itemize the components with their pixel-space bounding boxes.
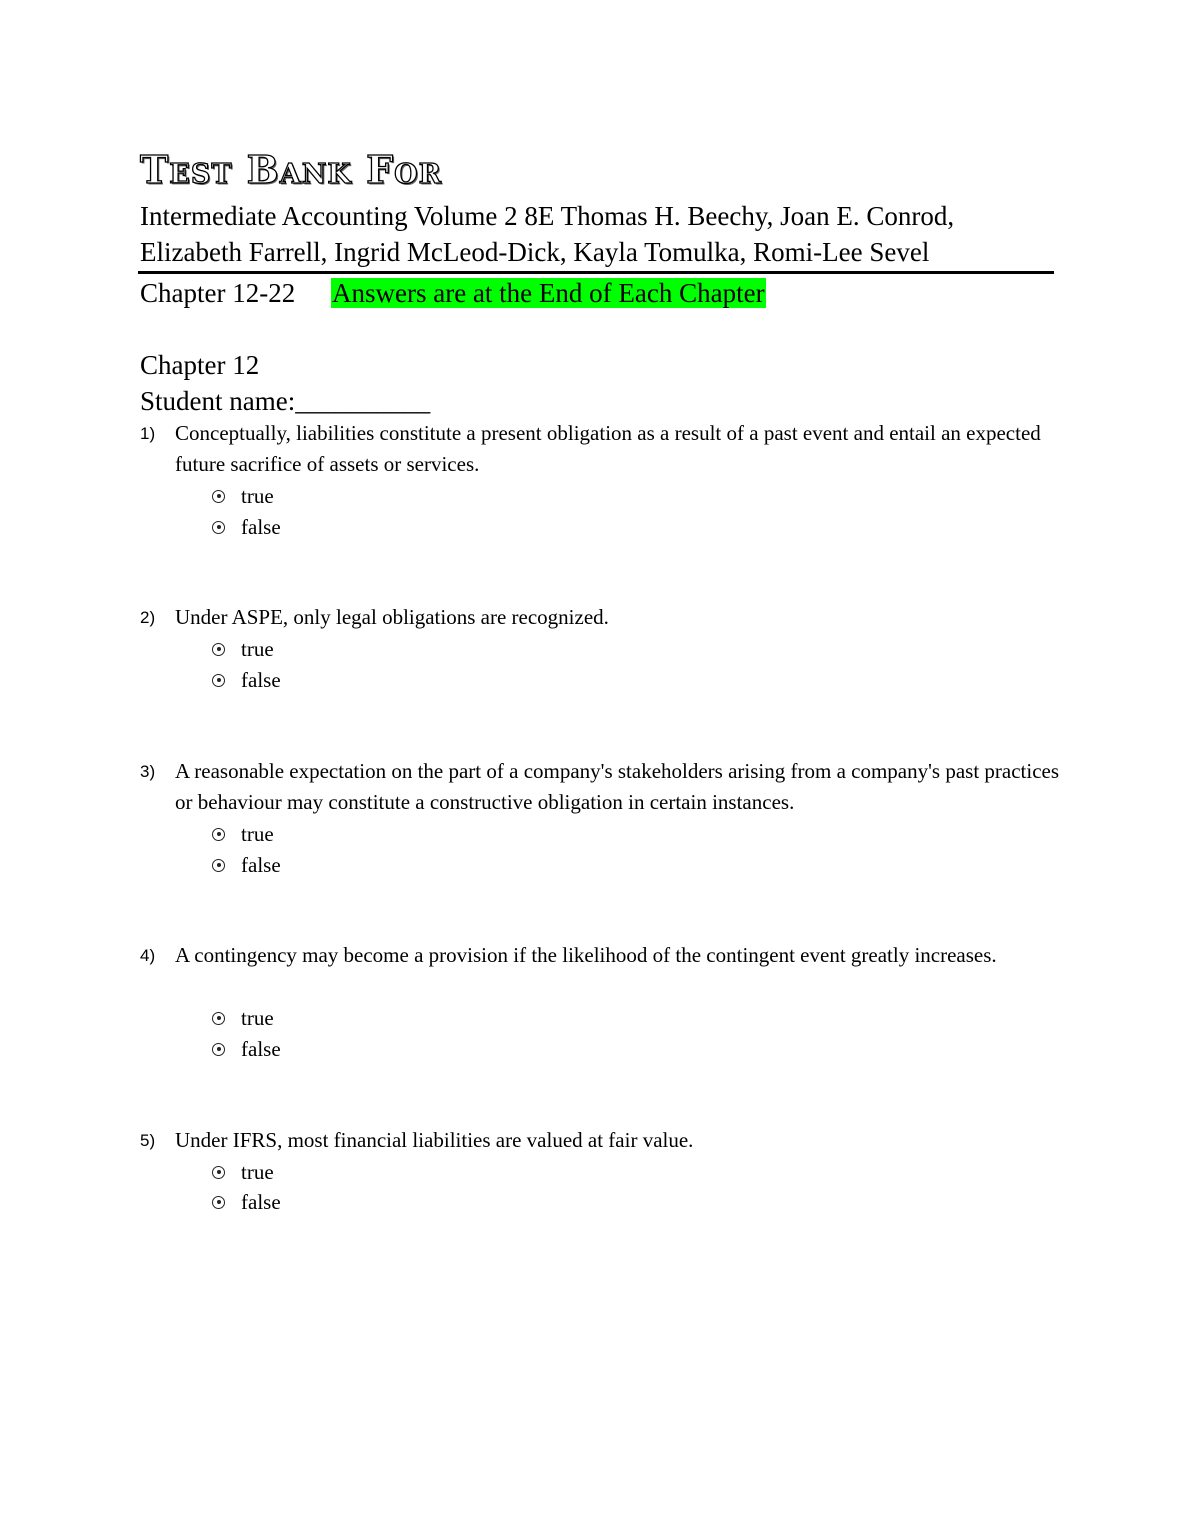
option-label: false xyxy=(241,1037,281,1061)
option-label: true xyxy=(241,1006,274,1030)
question-text: A reasonable expectation on the part of a company's stakeholders arising from a company's past practices or behaviour may constitute a constructive obligation in certain instances. xyxy=(175,759,1060,814)
option-label: true xyxy=(241,637,274,661)
question-number: 1) xyxy=(140,424,156,443)
option-label: false xyxy=(241,515,281,539)
subtitle-line-1: Intermediate Accounting Volume 2 8E Thomas H. Beechy, Joan E. Conrod, xyxy=(140,201,955,231)
question-2 xyxy=(140,602,1060,702)
option-label: true xyxy=(241,822,274,846)
radio-button-icon[interactable] xyxy=(212,521,225,534)
option-label: true xyxy=(241,484,274,508)
question-text: Under IFRS, most financial liabilities are valued at fair value. xyxy=(175,1128,694,1152)
subtitle-line-2: Elizabeth Farrell, Ingrid McLeod-Dick, Kayla Tomulka, Romi-Lee Sevel xyxy=(140,237,930,267)
student-name-field: Student name:__________ xyxy=(140,386,431,416)
question-5 xyxy=(140,1125,1060,1225)
chapter-range: Chapter 12-22 xyxy=(140,278,296,308)
document-title: Test Bank For xyxy=(140,147,443,192)
option-false[interactable] xyxy=(212,850,281,880)
option-label: false xyxy=(241,668,281,692)
option-false[interactable] xyxy=(212,1034,281,1064)
option-label: true xyxy=(241,1160,274,1184)
answers-note-highlight: Answers are at the End of Each Chapter xyxy=(332,278,765,308)
option-true[interactable] xyxy=(212,1003,274,1033)
answers-note xyxy=(331,277,766,309)
radio-button-icon[interactable] xyxy=(212,674,225,687)
question-1 xyxy=(140,418,1060,548)
radio-button-icon[interactable] xyxy=(212,859,225,872)
question-number: 2) xyxy=(140,608,156,627)
header-divider xyxy=(138,271,1054,274)
option-true[interactable] xyxy=(212,819,274,849)
radio-button-icon[interactable] xyxy=(212,643,225,656)
option-label: false xyxy=(241,853,281,877)
option-true[interactable] xyxy=(212,634,274,664)
book-subtitle xyxy=(140,198,1020,270)
question-4 xyxy=(140,940,1060,1070)
radio-button-icon[interactable] xyxy=(212,490,225,503)
option-false[interactable] xyxy=(212,1187,281,1217)
option-true[interactable] xyxy=(212,481,274,511)
chapter-heading: Chapter 12 xyxy=(140,350,260,380)
radio-button-icon[interactable] xyxy=(212,1166,225,1179)
radio-button-icon[interactable] xyxy=(212,1196,225,1209)
option-true[interactable] xyxy=(212,1157,274,1187)
radio-button-icon[interactable] xyxy=(212,828,225,841)
question-number: 4) xyxy=(140,946,156,965)
option-label: false xyxy=(241,1190,281,1214)
question-number: 3) xyxy=(140,762,156,781)
question-3 xyxy=(140,756,1060,886)
question-number: 5) xyxy=(140,1131,156,1150)
radio-button-icon[interactable] xyxy=(212,1043,225,1056)
question-text: A contingency may become a provision if the likelihood of the contingent event greatly increases. xyxy=(175,943,997,967)
radio-button-icon[interactable] xyxy=(212,1012,225,1025)
question-text: Conceptually, liabilities constitute a present obligation as a result of a past event and entail an expected future sacrifice of assets or services. xyxy=(175,421,1041,476)
option-false[interactable] xyxy=(212,665,281,695)
question-text: Under ASPE, only legal obligations are recognized. xyxy=(175,605,609,629)
option-false[interactable] xyxy=(212,512,281,542)
